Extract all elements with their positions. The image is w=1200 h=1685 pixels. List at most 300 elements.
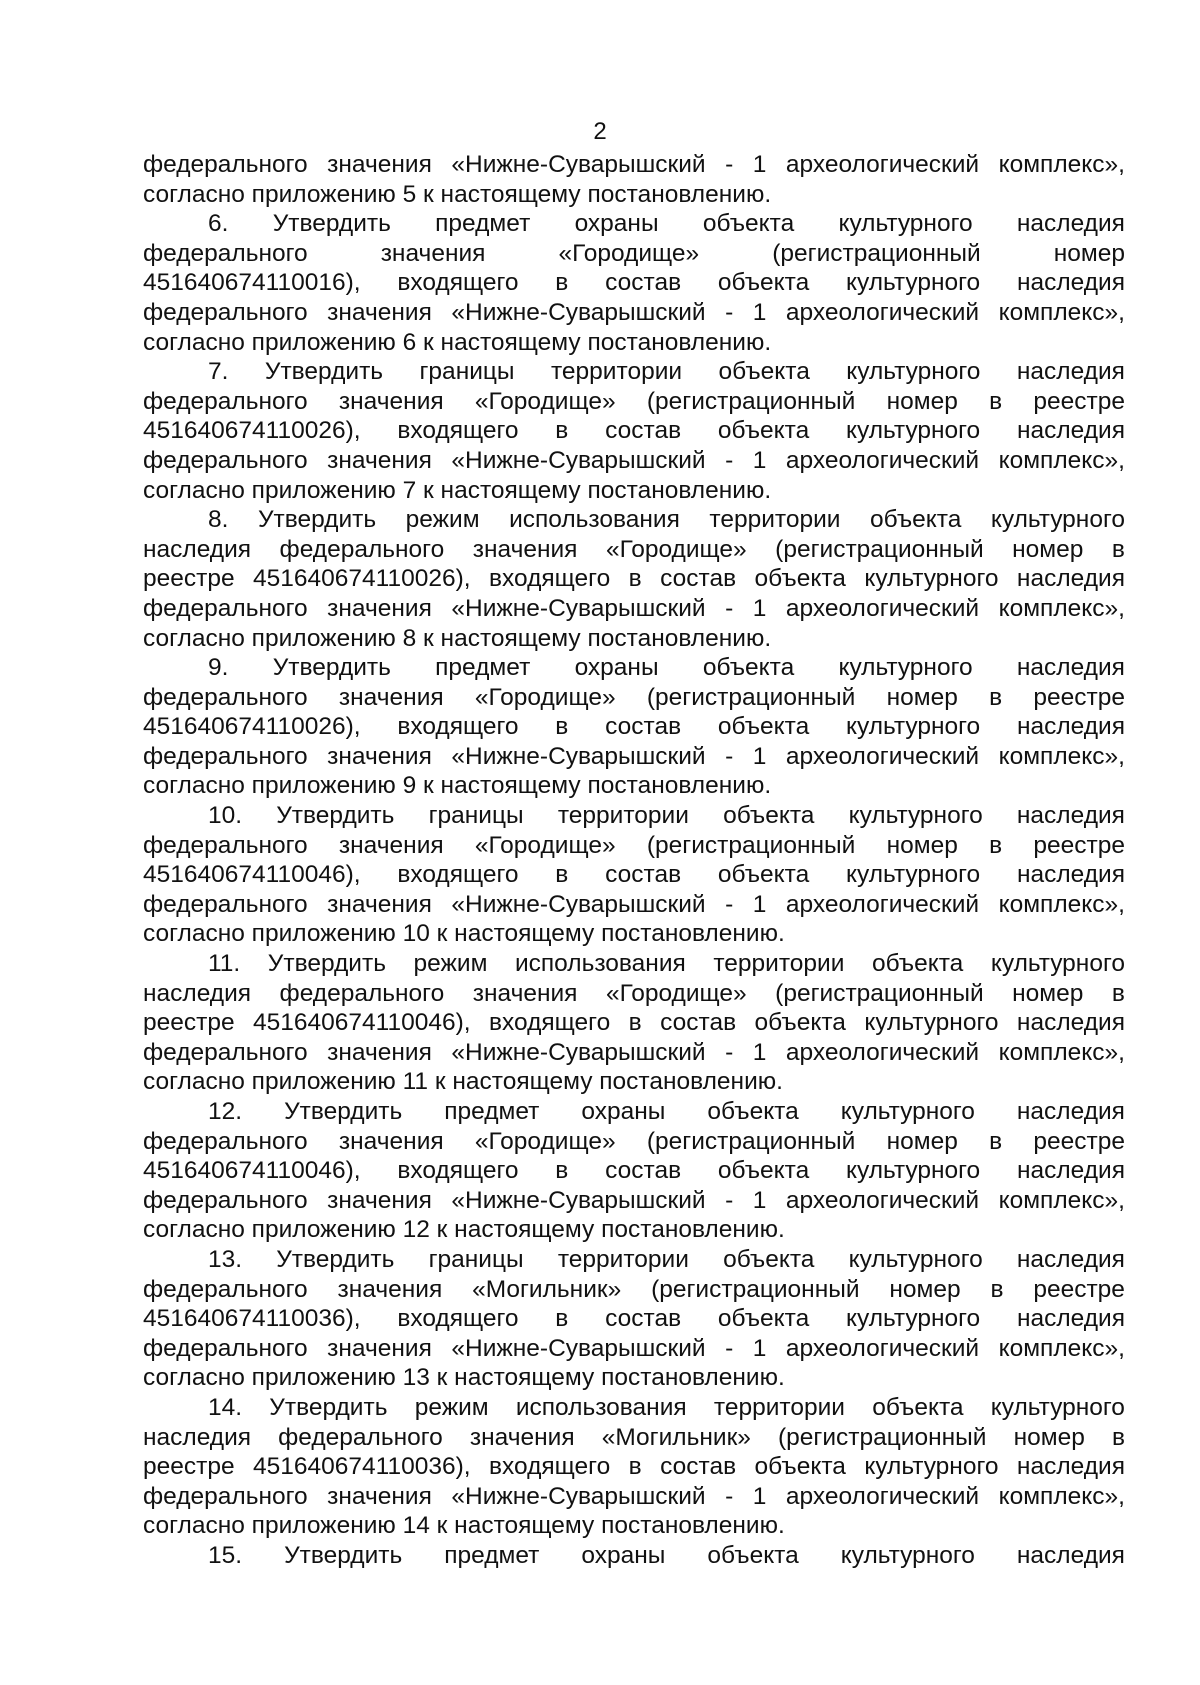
text-word: территории [709, 506, 841, 534]
document-body [143, 150, 1125, 1571]
text-word: «Нижне-Суварышский [451, 151, 706, 178]
text-word: наследия [1016, 654, 1125, 682]
text-word: 14. [208, 1393, 243, 1421]
text-word: комплекс», [998, 1186, 1125, 1214]
text-word: номер [1012, 979, 1084, 1007]
text-line [143, 1393, 1125, 1423]
text-word: 1 [752, 151, 767, 178]
text-word: объекта [707, 1541, 799, 1569]
text-word: объекта [871, 950, 964, 978]
text-word: «Нижне-Суварышский [451, 1482, 706, 1510]
text-word: археологический [785, 594, 980, 622]
text-word: в [989, 387, 1003, 415]
text-word: значения [472, 535, 578, 563]
text-word: объекта [717, 861, 810, 889]
text-word: объекта [754, 1009, 846, 1037]
text-word: 451640674110046), [143, 861, 361, 889]
text-word: культурного [846, 1305, 981, 1333]
text-word: входящего [397, 1157, 519, 1185]
text-word: «Нижне-Суварышский [451, 298, 706, 326]
text-word: номер [886, 1127, 958, 1155]
text-word: культурного [840, 1098, 975, 1125]
text-line [143, 594, 1125, 624]
text-word: наследия [1016, 713, 1125, 741]
text-word: наследия [1016, 210, 1125, 238]
text-word: наследия [1016, 1541, 1125, 1569]
text-word: в [989, 1127, 1003, 1155]
text-word: «Нижне-Суварышский [451, 446, 706, 474]
text-word: номер [1012, 535, 1084, 563]
text-word: состав [605, 1157, 682, 1185]
text-word: входящего [397, 269, 519, 297]
text-word: «Городище» [605, 979, 747, 1007]
text-word: 15. [208, 1541, 243, 1569]
text-word: федерального [143, 890, 308, 918]
text-word: территории [550, 358, 683, 386]
text-word: федерального [143, 1334, 308, 1362]
text-word: комплекс», [998, 1334, 1125, 1362]
text-word: объекта [707, 1098, 799, 1125]
text-word: - [725, 742, 734, 770]
text-word: предмет [444, 1541, 540, 1569]
text-word: (регистрационный [772, 239, 981, 267]
text-word: (регистрационный [646, 1127, 856, 1155]
text-word: объекта [702, 654, 795, 682]
text-line [143, 1334, 1125, 1364]
text-word: культурного [846, 358, 981, 386]
text-word: входящего [397, 1305, 519, 1333]
text-word: (регистрационный [646, 387, 856, 415]
text-word: комплекс», [998, 890, 1125, 918]
text-line [143, 1156, 1125, 1186]
text-word: «Городище» [474, 387, 616, 415]
text-word: охраны [574, 210, 659, 238]
text-word: наследия [1016, 1305, 1125, 1333]
text-word: входящего [489, 1453, 611, 1481]
text-word: значения [327, 1186, 432, 1214]
text-word: федерального [143, 831, 308, 859]
text-line [143, 1245, 1125, 1275]
text-word: значения [338, 387, 444, 415]
text-word: 1 [752, 1186, 767, 1214]
text-word: номер [889, 1275, 961, 1303]
text-word: наследия [1016, 417, 1125, 445]
text-line [143, 298, 1125, 328]
text-word: «Городище» [474, 1127, 616, 1155]
text-word: археологический [785, 1334, 980, 1362]
text-word: культурного [846, 417, 981, 445]
text-word: в [555, 1305, 569, 1333]
text-line [143, 268, 1125, 298]
text-line [143, 535, 1125, 565]
text-word: культурного [838, 654, 973, 682]
text-line [143, 357, 1125, 387]
text-word: культурного [848, 1245, 983, 1273]
text-word: федерального [143, 298, 308, 326]
text-word: режим [405, 506, 480, 534]
text-line [143, 712, 1125, 742]
text-word: «Городище» [605, 535, 747, 563]
text-word: 451640674110026), [143, 417, 361, 445]
text-word: значения [327, 1038, 432, 1066]
text-word: культурного [990, 950, 1125, 978]
text-line [143, 1541, 1125, 1571]
text-line [143, 1275, 1125, 1305]
text-word: в [1111, 535, 1125, 563]
text-line: согласно приложению 5 к настоящему постановлению. [143, 180, 772, 208]
text-word: значения [327, 1334, 432, 1362]
text-word: культурного [864, 1009, 999, 1037]
text-word: «Могильник» [601, 1423, 751, 1451]
text-word: предмет [435, 654, 531, 682]
text-word: значения [327, 594, 432, 622]
text-word: Утвердить [276, 802, 395, 830]
text-word: состав [605, 269, 682, 297]
text-word: комплекс», [998, 151, 1125, 178]
text-word: реестре [143, 1009, 235, 1037]
text-word: объекта [869, 506, 962, 534]
text-word: «Нижне-Суварышский [451, 890, 706, 918]
text-line: согласно приложению 7 к настоящему постановлению. [143, 476, 772, 504]
text-word: наследия [143, 979, 252, 1007]
text-word: в [628, 565, 642, 593]
text-word: наследия [143, 535, 252, 563]
text-line [143, 653, 1125, 683]
text-word: территории [713, 1393, 845, 1421]
text-word: состав [605, 861, 682, 889]
text-word: комплекс», [998, 594, 1125, 622]
text-word: археологический [785, 298, 980, 326]
text-word: состав [605, 713, 682, 741]
text-word: 1 [752, 298, 767, 326]
text-word: культурного [846, 861, 981, 889]
text-word: охраны [581, 1541, 666, 1569]
text-word: федерального [143, 446, 308, 474]
text-word: «Нижне-Суварышский [451, 1038, 706, 1066]
text-line [143, 1186, 1125, 1216]
text-word: (регистрационный [646, 831, 856, 859]
text-line [143, 209, 1125, 239]
text-word: Утвердить [276, 1245, 395, 1273]
text-word: комплекс», [998, 446, 1125, 474]
text-word: «Нижне-Суварышский [451, 1334, 706, 1362]
text-line [143, 1423, 1125, 1453]
text-word: Утвердить [284, 1541, 403, 1569]
text-word: предмет [435, 210, 531, 238]
text-word: состав [660, 565, 737, 593]
text-word: «Могильник» [472, 1275, 622, 1303]
text-line [143, 387, 1125, 417]
text-word: 6. [208, 210, 229, 238]
text-word: - [725, 890, 734, 918]
text-word: федерального [143, 1038, 308, 1066]
text-line [143, 505, 1125, 535]
text-word: федерального [143, 1127, 308, 1155]
text-word: номер [886, 831, 958, 859]
text-word: значения [380, 239, 486, 267]
text-word: Утвердить [264, 358, 384, 386]
text-word: (регистрационный [651, 1275, 860, 1303]
text-word: режим [413, 950, 488, 978]
text-word: федерального [143, 151, 308, 178]
text-word: «Городище» [474, 831, 616, 859]
text-word: - [725, 1334, 734, 1362]
text-word: 451640674110026), [143, 713, 361, 741]
text-word: наследия [1016, 358, 1125, 386]
text-line [143, 416, 1125, 446]
text-word: 1 [752, 1334, 767, 1362]
text-word: наследия [1016, 1009, 1125, 1037]
text-word: - [725, 1482, 734, 1510]
text-line [143, 1038, 1125, 1068]
text-line [143, 979, 1125, 1009]
text-word: объекта [717, 1305, 810, 1333]
text-word: - [725, 298, 734, 326]
text-line [143, 1304, 1125, 1334]
text-word: объекта [717, 1157, 810, 1185]
text-word: комплекс», [998, 298, 1125, 326]
page-number: 2 [593, 118, 607, 145]
text-word: состав [660, 1453, 737, 1481]
text-word: территории [557, 1245, 689, 1273]
text-word: входящего [489, 565, 611, 593]
text-word: значения [338, 683, 444, 711]
text-word: наследия [1016, 802, 1125, 830]
text-line [143, 1097, 1125, 1127]
text-word: 11. [208, 950, 241, 978]
text-word: состав [660, 1009, 737, 1037]
text-word: значения [469, 1423, 575, 1451]
text-word: объекта [723, 802, 815, 830]
text-line [143, 1127, 1125, 1157]
text-word: Утвердить [257, 506, 377, 534]
text-word: культурного [846, 269, 981, 297]
text-line [143, 949, 1125, 979]
text-word: Утвердить [272, 210, 391, 238]
text-line [143, 1482, 1125, 1512]
text-word: федерального [143, 1275, 308, 1303]
text-word: объекта [718, 358, 810, 386]
text-word: Утвердить [269, 1393, 388, 1421]
text-word: 451640674110036), [253, 1453, 471, 1481]
text-line [143, 890, 1125, 920]
text-word: использования [514, 950, 686, 978]
text-word: (регистрационный [646, 683, 856, 711]
text-word: археологический [785, 151, 980, 178]
text-line [143, 860, 1125, 890]
text-word: наследия [1016, 1245, 1125, 1273]
text-word: значения [327, 742, 432, 770]
text-line: согласно приложению 8 к настоящему постановлению. [143, 624, 772, 652]
text-word: федерального [279, 535, 445, 563]
text-word: 8. [208, 506, 229, 534]
text-word: культурного [848, 802, 983, 830]
text-word: реестре [143, 1453, 235, 1481]
text-word: в [555, 713, 569, 741]
text-word: в [555, 861, 569, 889]
text-line [143, 801, 1125, 831]
text-word: комплекс», [998, 1038, 1125, 1066]
text-word: археологический [785, 1482, 980, 1510]
text-word: «Нижне-Суварышский [451, 742, 706, 770]
text-word: входящего [397, 861, 519, 889]
text-line [143, 446, 1125, 476]
text-word: реестре [1033, 1275, 1125, 1303]
text-word: наследия [1016, 565, 1125, 593]
text-word: - [725, 1038, 734, 1066]
text-line: согласно приложению 12 к настоящему постановлению. [143, 1216, 785, 1244]
text-word: культурного [840, 1541, 975, 1569]
text-word: объекта [702, 210, 795, 238]
text-word: в [628, 1009, 642, 1037]
text-word: границы [428, 802, 524, 830]
text-line: согласно приложению 14 к настоящему постановлению. [143, 1512, 785, 1540]
text-word: объекта [754, 565, 846, 593]
text-word: федерального [143, 1482, 308, 1510]
text-word: в [1111, 1423, 1125, 1451]
text-word: территории [713, 950, 845, 978]
text-word: наследия [143, 1423, 252, 1451]
text-line [143, 150, 1125, 180]
text-word: (регистрационный [778, 1423, 987, 1451]
text-word: реестре [1033, 387, 1125, 415]
text-word: культурного [864, 1453, 999, 1481]
text-word: в [555, 269, 569, 297]
text-word: использования [515, 1393, 687, 1421]
text-word: культурного [846, 713, 981, 741]
text-word: реестре [1033, 831, 1125, 859]
text-word: Утвердить [284, 1098, 403, 1125]
text-word: наследия [1016, 269, 1125, 297]
text-word: реестре [143, 565, 235, 593]
text-word: объекта [717, 713, 810, 741]
text-word: федерального [143, 387, 308, 415]
text-word: значения [337, 1275, 443, 1303]
text-word: федерального [143, 742, 308, 770]
text-word: федерального [143, 683, 308, 711]
text-word: в [1111, 979, 1125, 1007]
text-word: входящего [397, 713, 519, 741]
text-word: в [628, 1453, 642, 1481]
text-line: согласно приложению 6 к настоящему постановлению. [143, 328, 772, 356]
text-line [143, 1452, 1125, 1482]
text-word: культурного [990, 506, 1125, 534]
text-word: - [725, 151, 734, 178]
text-line: согласно приложению 10 к настоящему постановлению. [143, 920, 785, 948]
text-word: федерального [143, 594, 308, 622]
text-word: 1 [752, 446, 767, 474]
text-word: федерального [278, 1423, 443, 1451]
text-word: объекта [723, 1245, 815, 1273]
text-word: границы [428, 1245, 524, 1273]
text-word: значения [327, 1482, 432, 1510]
text-word: 10. [208, 802, 243, 830]
text-word: значения [327, 298, 432, 326]
text-word: - [725, 1186, 734, 1214]
text-line [143, 564, 1125, 594]
text-word: федерального [143, 1186, 308, 1214]
text-word: территории [557, 802, 689, 830]
text-line: согласно приложению 9 к настоящему постановлению. [143, 772, 772, 800]
text-word: границы [419, 358, 515, 386]
text-line [143, 742, 1125, 772]
text-word: наследия [1016, 1098, 1125, 1125]
text-word: значения [338, 1127, 444, 1155]
text-word: 1 [752, 890, 767, 918]
text-word: 451640674110026), [253, 565, 471, 593]
text-word: Утвердить [267, 950, 386, 978]
text-word: археологический [785, 742, 980, 770]
text-word: - [725, 446, 734, 474]
text-word: 451640674110016), [143, 269, 361, 297]
text-word: культурного [990, 1393, 1125, 1421]
text-word: 1 [752, 742, 767, 770]
text-word: археологический [785, 446, 980, 474]
text-word: предмет [444, 1098, 540, 1125]
text-line [143, 831, 1125, 861]
text-word: 451640674110046), [253, 1009, 471, 1037]
text-word: 1 [752, 1038, 767, 1066]
text-word: состав [605, 1305, 682, 1333]
text-word: федерального [279, 979, 445, 1007]
text-word: реестре [1033, 1127, 1125, 1155]
text-word: 1 [752, 1482, 767, 1510]
text-word: - [725, 594, 734, 622]
text-word: наследия [1016, 1453, 1125, 1481]
text-word: археологический [785, 1038, 980, 1066]
text-line: согласно приложению 13 к настоящему постановлению. [143, 1364, 785, 1392]
text-word: комплекс», [998, 742, 1125, 770]
text-word: культурного [864, 565, 999, 593]
text-word: в [989, 831, 1003, 859]
text-word: 12. [208, 1098, 243, 1125]
text-word: наследия [1016, 1157, 1125, 1185]
text-word: «Городище» [558, 239, 700, 267]
text-word: (регистрационный [775, 979, 984, 1007]
text-word: реестре [1033, 683, 1125, 711]
text-word: входящего [489, 1009, 611, 1037]
text-word: в [990, 1275, 1004, 1303]
text-word: культурного [838, 210, 973, 238]
text-word: «Нижне-Суварышский [451, 1186, 706, 1214]
text-word: объекта [717, 417, 810, 445]
text-word: археологический [785, 1186, 980, 1214]
text-word: комплекс», [998, 1482, 1125, 1510]
text-word: значения [472, 979, 578, 1007]
text-word: 9. [208, 654, 229, 682]
text-word: номер [886, 387, 958, 415]
text-word: в [989, 683, 1003, 711]
text-word: в [555, 417, 569, 445]
text-line [143, 1008, 1125, 1038]
text-word: номер [1053, 239, 1125, 267]
text-line [143, 683, 1125, 713]
text-word: номер [1013, 1423, 1085, 1451]
text-word: в [555, 1157, 569, 1185]
text-word: федерального [143, 239, 308, 267]
text-word: значения [338, 831, 444, 859]
text-word: 13. [208, 1245, 243, 1273]
text-word: «Городище» [474, 683, 616, 711]
text-word: археологический [785, 890, 980, 918]
text-word: значения [327, 890, 432, 918]
text-word: объекта [754, 1453, 846, 1481]
text-word: 7. [208, 358, 229, 386]
text-word: значения [327, 446, 432, 474]
text-word: «Нижне-Суварышский [451, 594, 706, 622]
text-word: объекта [872, 1393, 964, 1421]
text-word: входящего [397, 417, 519, 445]
